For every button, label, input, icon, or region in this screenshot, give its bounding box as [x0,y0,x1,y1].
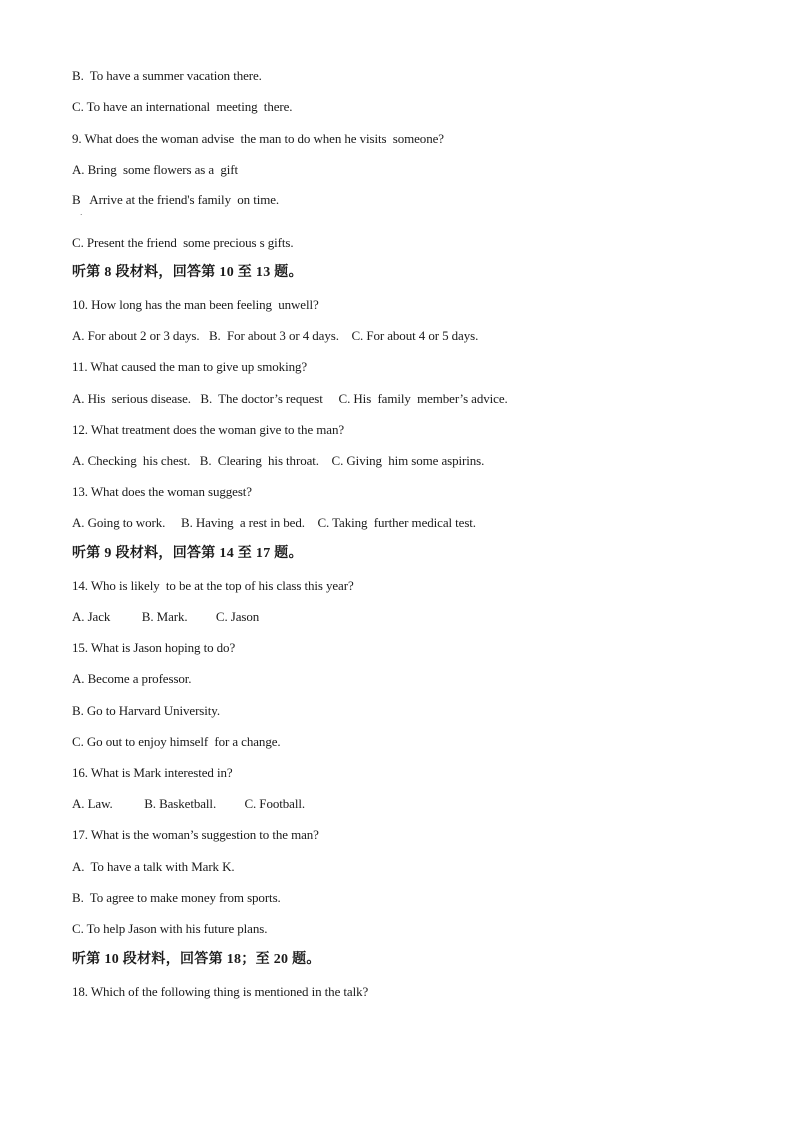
question-11: 11. What caused the man to give up smoking? [72,359,308,374]
question-16: 16. What is Mark interested in? [72,765,233,780]
options-14: A. Jack B. Mark. C. Jason [72,609,260,624]
option-17b: B. To agree to make money from sports. [72,890,281,905]
question-18: 18. Which of the following thing is mentioned in the talk? [72,984,369,999]
question-12: 12. What treatment does the woman give to the man? [72,422,345,437]
option-15b: B. Go to Harvard University. [72,703,220,718]
option-15a: A. Become a professor. [72,671,192,686]
option-15c: C. Go out to enjoy himself for a change. [72,734,281,749]
stray-mark: · [80,211,83,219]
section-heading-8: 听第 8 段材料，回答第 10 至 13 题。 [72,265,303,280]
section-heading-9: 听第 9 段材料，回答第 14 至 17 题。 [72,546,303,561]
question-10: 10. How long has the man been feeling unwell? [72,297,319,312]
option-17a: A. To have a talk with Mark K. [72,859,235,874]
question-13: 13. What does the woman suggest? [72,484,252,499]
question-9: 9. What does the woman advise the man to do when he visits someone? [72,131,444,146]
options-11: A. His serious disease. B. The doctor’s request C. His family member’s advice. [72,391,508,406]
option-9a: A. Bring some flowers as a gift [72,162,239,177]
option-9c: C. Present the friend some precious s gifts. [72,235,294,250]
options-12: A. Checking his chest. B. Clearing his throat. C. Giving him some aspirins. [72,453,485,468]
options-13: A. Going to work. B. Having a rest in bed. C. Taking further medical test. [72,515,476,530]
option-9b: B Arrive at the friend's family on time. [72,192,280,207]
question-14: 14. Who is likely to be at the top of his class this year? [72,578,354,593]
question-17: 17. What is the woman’s suggestion to the man? [72,827,319,842]
option-8c: C. To have an international meeting there. [72,99,293,114]
option-8b: B. To have a summer vacation there. [72,68,262,83]
options-16: A. Law. B. Basketball. C. Football. [72,796,305,811]
option-17c: C. To help Jason with his future plans. [72,921,268,936]
question-15: 15. What is Jason hoping to do? [72,640,236,655]
section-heading-10: 听第 10 段材料，回答第 18；至 20 题。 [72,952,321,967]
options-10: A. For about 2 or 3 days. B. For about 3 or 4 days. C. For about 4 or 5 days. [72,328,479,343]
